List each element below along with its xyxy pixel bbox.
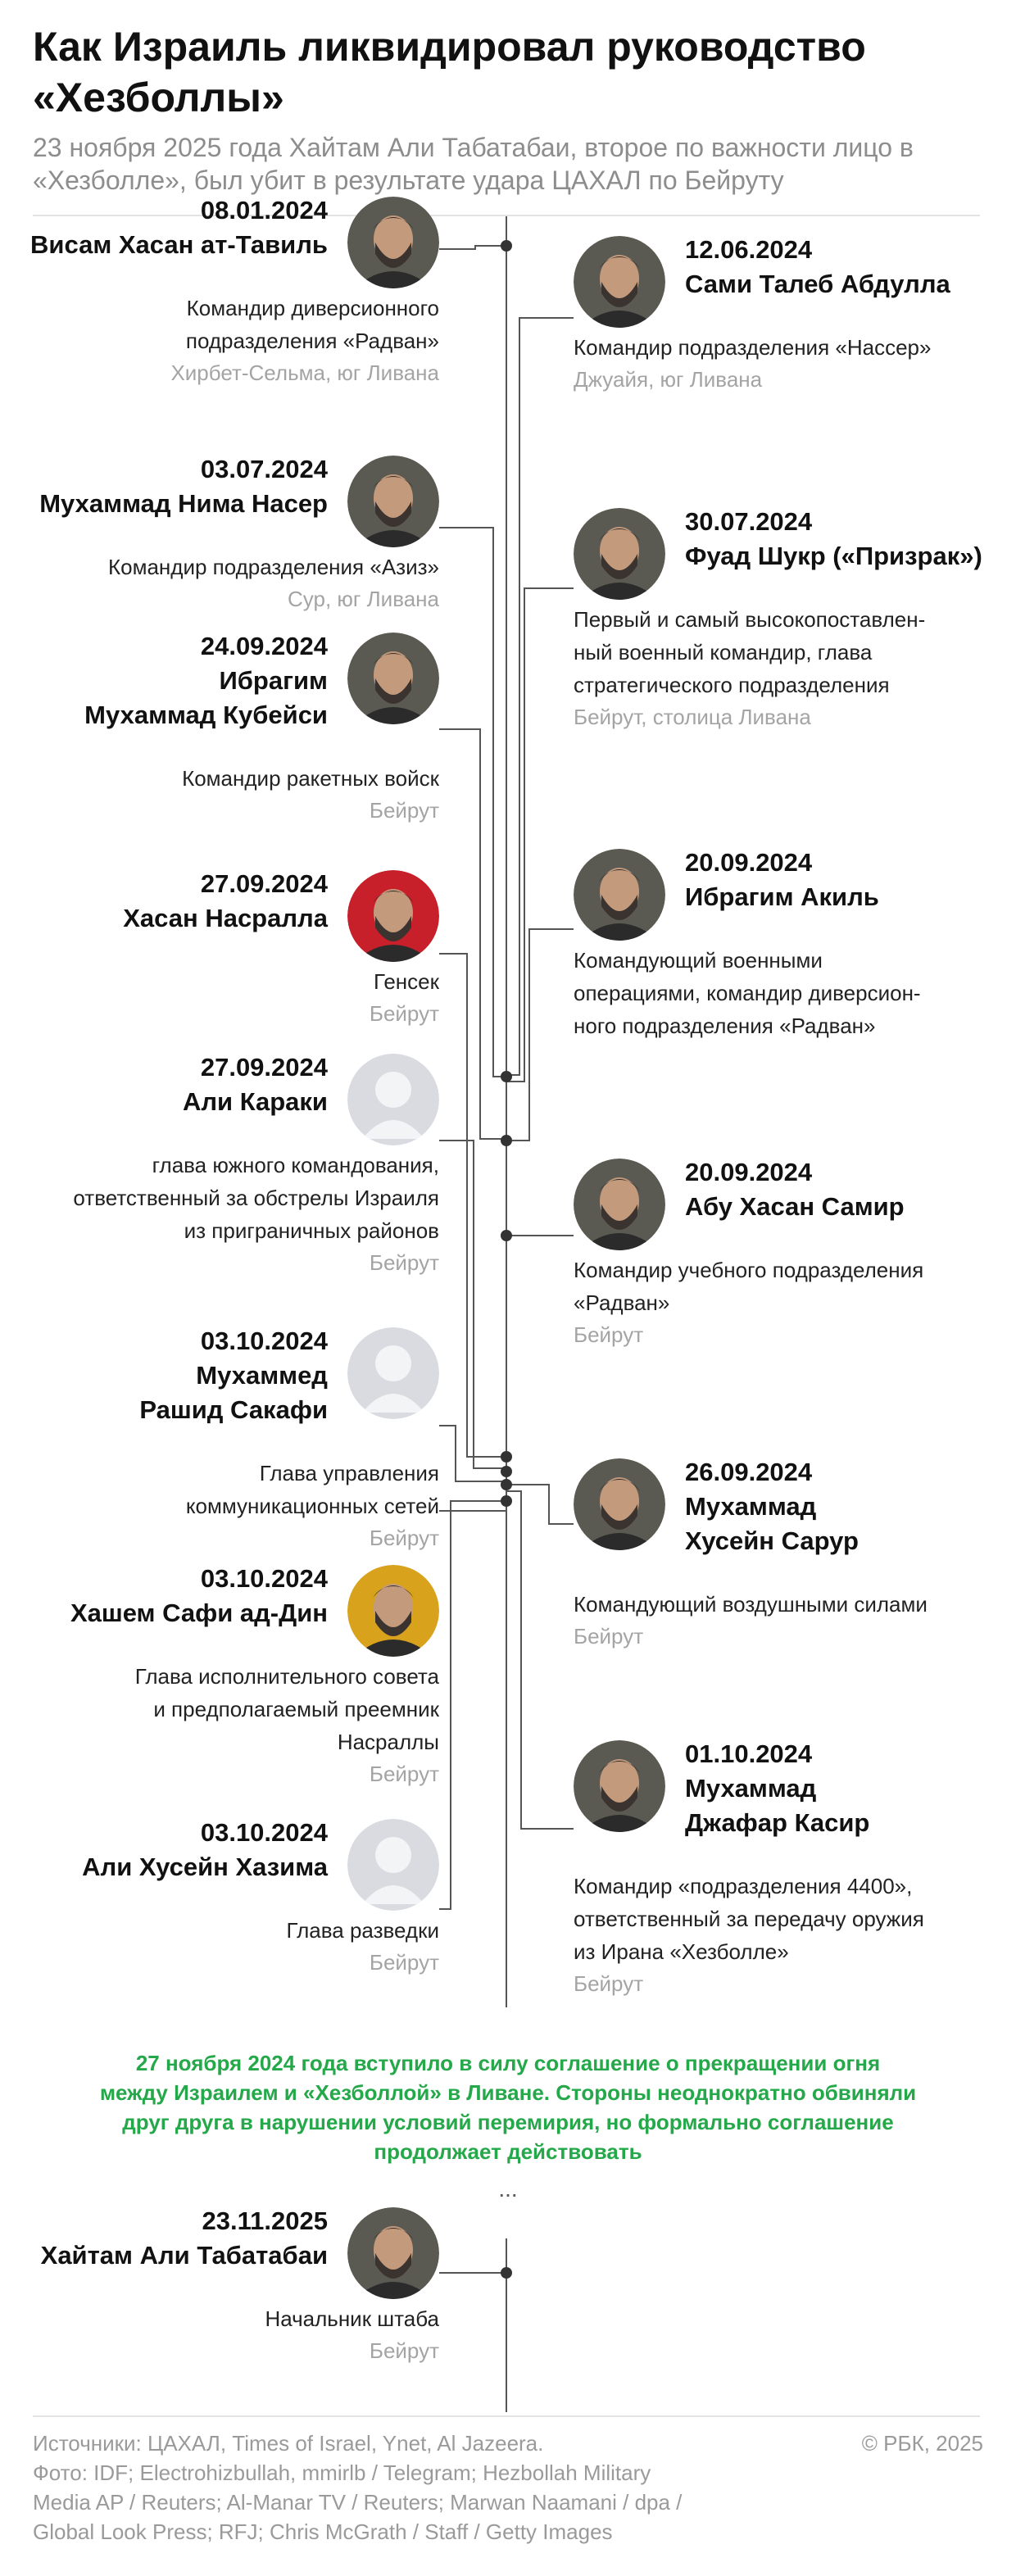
event-dot xyxy=(501,1135,512,1146)
person-role: Командир учебного подразделения «Радван» xyxy=(574,1258,924,1315)
person-name: Фуад Шукр («Призрак») xyxy=(685,542,982,570)
event-location: Бейрут xyxy=(369,1001,439,1026)
event-dot xyxy=(501,2267,512,2279)
event-dot xyxy=(501,1230,512,1241)
connector-left-5 xyxy=(439,1141,506,1468)
event-date: 12.06.2024 xyxy=(685,235,813,264)
event-location: Хирбет-Сельма, юг Ливана xyxy=(170,361,439,385)
event-date: 03.07.2024 xyxy=(200,455,328,483)
person-role: Командир подразделения «Нассер» xyxy=(574,335,932,360)
portrait-photo xyxy=(347,197,439,288)
portrait-photo xyxy=(574,236,665,328)
person-role: Командир диверсионного подразделения «Радван» xyxy=(185,296,439,353)
person-name: Али Хусейн Хазима xyxy=(82,1853,328,1881)
portrait-photo xyxy=(347,456,439,547)
event-date: 20.09.2024 xyxy=(685,1158,813,1186)
person-role: Глава разведки xyxy=(286,1918,439,1943)
timeline-ellipsis: ... xyxy=(498,2176,518,2202)
person-name: Хашем Сафи ад-Дин xyxy=(70,1599,328,1627)
connector-left-1 xyxy=(439,246,506,249)
person-role: Глава управления коммуникационных сетей xyxy=(185,1461,439,1518)
person-name: Хайтам Али Табатабаи xyxy=(40,2241,328,2270)
event-location: Бейрут, столица Ливана xyxy=(574,705,811,729)
event-location: Джуайя, юг Ливана xyxy=(574,367,763,392)
person-role: Командующий военными операциями, командир диверсион- ного подразделения «Радван» xyxy=(574,948,921,1038)
portrait-photo xyxy=(347,1819,439,1911)
portrait-photo xyxy=(347,2207,439,2299)
person-name: Мухаммад Нима Насер xyxy=(39,489,328,518)
person-name: Мухаммед Рашид Сакафи xyxy=(139,1361,328,1424)
person-role: Командующий воздушными силами xyxy=(574,1592,928,1617)
bottom-divider xyxy=(33,2415,980,2417)
portrait-photo xyxy=(347,1565,439,1657)
page-subtitle: 23 ноября 2025 года Хайтам Али Табатабаи, второе по важности лицо в «Хезболле», был убит в результате удара ЦАХАЛ по Бейруту xyxy=(33,133,914,195)
event-date: 20.09.2024 xyxy=(685,848,813,877)
event-date: 03.10.2024 xyxy=(200,1564,328,1593)
event-location: Бейрут xyxy=(574,1322,644,1347)
event-date: 27.09.2024 xyxy=(200,869,328,898)
portrait-photo xyxy=(347,633,439,724)
person-name: Хасан Насралла xyxy=(123,904,328,932)
person-name: Ибрагим Мухаммад Кубейси xyxy=(84,666,328,729)
portrait-photo xyxy=(574,849,665,941)
event-date: 03.10.2024 xyxy=(200,1327,328,1355)
portrait-photo xyxy=(347,1327,439,1419)
event-dot xyxy=(501,1466,512,1477)
person-name: Сами Талеб Абдулла xyxy=(685,270,950,298)
event-date: 30.07.2024 xyxy=(685,507,813,536)
event-location: Бейрут xyxy=(369,1762,439,1786)
person-name: Висам Хасан ат-Тавиль xyxy=(30,230,328,259)
event-location: Бейрут xyxy=(369,798,439,823)
person-name: Абу Хасан Самир xyxy=(685,1192,905,1221)
person-name: Али Караки xyxy=(182,1087,328,1116)
event-dot xyxy=(501,1479,512,1490)
connector-right-6 xyxy=(506,1491,574,1829)
connector-right-2 xyxy=(506,588,574,1082)
event-location: Бейрут xyxy=(369,1250,439,1275)
person-role: Генсек xyxy=(374,969,439,994)
event-dot xyxy=(501,1071,512,1082)
portrait-photo xyxy=(347,870,439,962)
person-role: Командир ракетных войск xyxy=(182,766,439,791)
event-location: Бейрут xyxy=(574,1971,644,1996)
event-location: Бейрут xyxy=(369,2338,439,2363)
person-role: Командир «подразделения 4400», ответственный за передачу оружия из Ирана «Хезболле» xyxy=(574,1874,924,1964)
sources-credits: Источники: ЦАХАЛ, Times of Israel, Ynet, Al Jazeera. Фото: IDF; Electrohizbullah, mmirlb / Telegram; Hezbollah Military Media AP / Reuters; Al-Manar TV / Reuters; Marwan Naamani / dpa / Global Look Press; RFJ; Chris McGrath / Staff / Getty Images xyxy=(33,2431,683,2544)
connector-right-3 xyxy=(506,929,574,1141)
event-date: 01.10.2024 xyxy=(685,1739,813,1768)
portrait-photo xyxy=(574,1740,665,1832)
person-role: Командир подразделения «Азиз» xyxy=(107,555,439,579)
event-date: 27.09.2024 xyxy=(200,1053,328,1082)
event-location: Сур, юг Ливана xyxy=(288,587,439,611)
event-date: 03.10.2024 xyxy=(200,1818,328,1847)
event-date: 08.01.2024 xyxy=(200,196,328,224)
event-location: Бейрут xyxy=(369,1950,439,1975)
connector-left-2 xyxy=(439,528,506,1077)
event-location: Бейрут xyxy=(574,1624,644,1649)
event-dot xyxy=(501,1451,512,1463)
event-location: Бейрут xyxy=(369,1526,439,1550)
event-dot xyxy=(501,240,512,252)
person-role: глава южного командования, ответственный за обстрелы Израиля из приграничных районов xyxy=(73,1153,439,1243)
connector-right-1 xyxy=(506,318,574,1075)
page-title: Как Израиль ликвидировал руководство «Хезболлы» xyxy=(33,24,866,120)
person-role: Глава исполнительного совета и предполагаемый преемник Насраллы xyxy=(134,1664,439,1754)
person-name: Мухаммад Джафар Касир xyxy=(685,1774,870,1837)
connector-left-8 xyxy=(439,1501,506,1909)
portrait-photo xyxy=(574,1458,665,1550)
event-date: 26.09.2024 xyxy=(685,1458,813,1486)
portrait-photo xyxy=(574,508,665,600)
person-role: Первый и самый высокопоставлен- ный военный командир, глава стратегического подразделения xyxy=(574,607,926,697)
person-name: Мухаммад Хусейн Сарур xyxy=(685,1492,859,1555)
portrait-photo xyxy=(347,1054,439,1145)
portrait-photo xyxy=(574,1159,665,1250)
person-name: Ибрагим Акиль xyxy=(685,882,879,911)
ceasefire-note: 27 ноября 2024 года вступило в силу соглашение о прекращении огня между Израилем и «Хезболлой» в Ливане. Стороны неоднократно обвиняли друг друга в нарушении условий перемирия, но формально соглашение продолжает действовать xyxy=(99,2051,917,2164)
event-date: 23.11.2025 xyxy=(202,2206,328,2235)
copyright: © РБК, 2025 xyxy=(861,2431,983,2456)
event-date: 24.09.2024 xyxy=(200,632,328,660)
person-role: Начальник штаба xyxy=(265,2306,439,2331)
event-dot xyxy=(501,1495,512,1507)
